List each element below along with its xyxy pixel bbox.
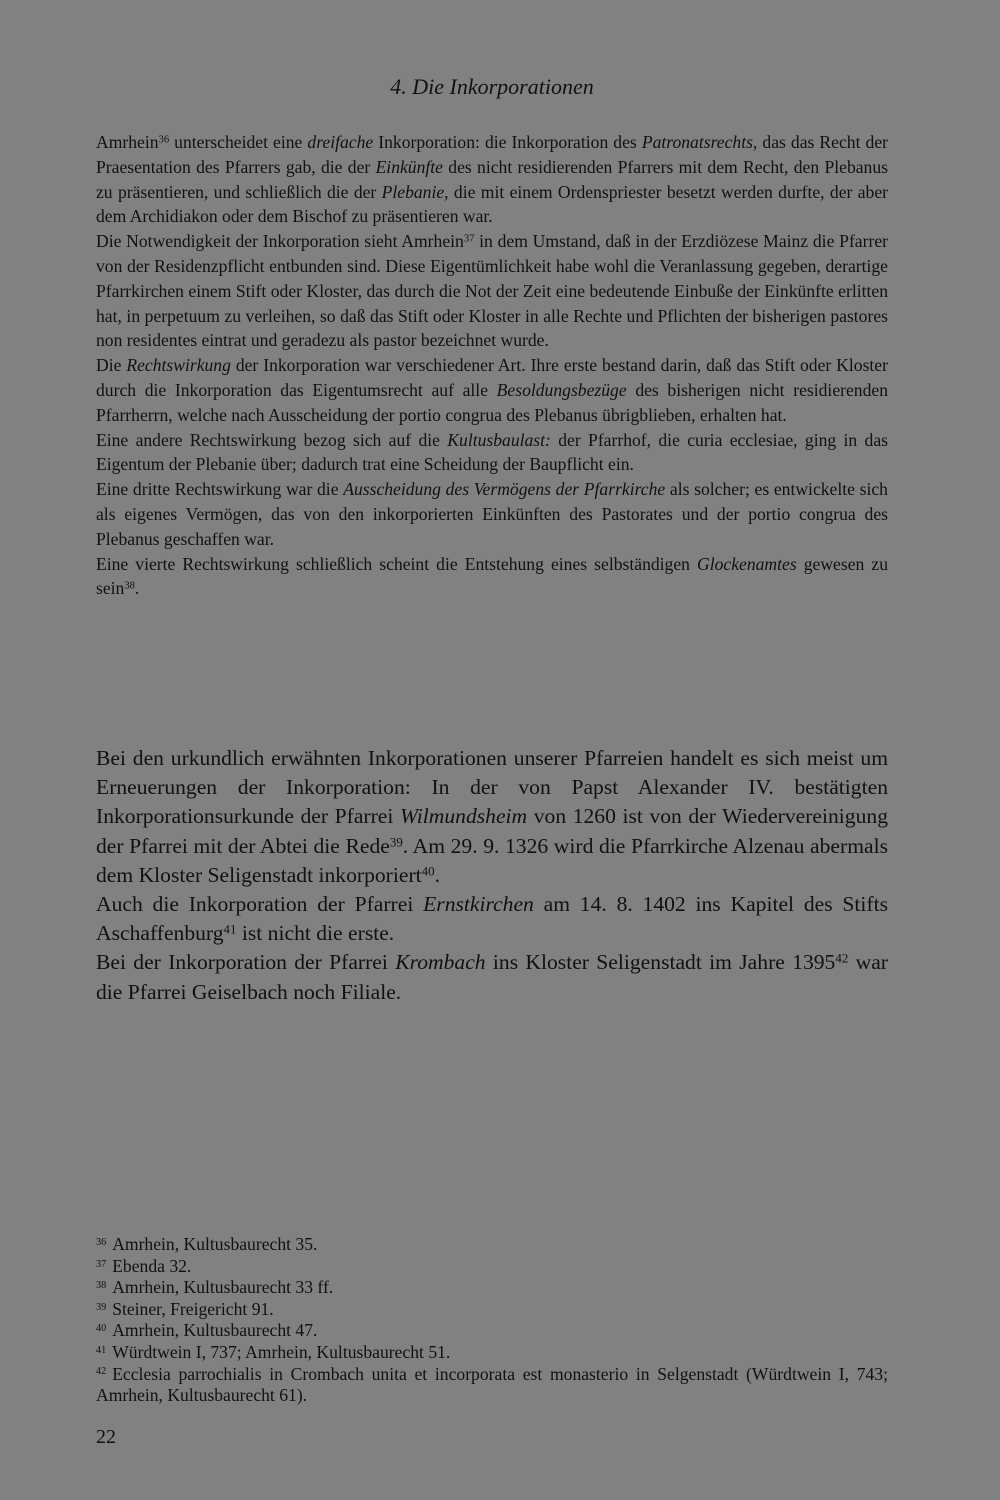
text-run: Eine dritte Rechtswirkung war die [96,479,344,500]
emphasized-text: Plebanie, [381,181,449,202]
footnote-text: Amrhein, Kultusbaurecht 35. [112,1234,318,1254]
text-run: ist nicht die erste. [236,921,395,946]
footnote-reference: 39 [389,834,403,850]
text-run: Amrhein [96,132,159,152]
emphasized-text: Kultusbaulast: [447,429,551,450]
paragraph-krombach [96,948,888,1006]
text-run: Eine andere Rechtswirkung bezog sich auf die [96,429,448,450]
text-run: des nicht residierenden Pfarrers mit dem Recht, den Plebanus zu präsentieren, und schließlich die der [96,156,888,202]
footnote-reference: 37 [463,233,475,245]
footnote-number: 39 [96,1301,107,1313]
paragraph-documented-incorporations [96,744,888,890]
footnote [96,1320,888,1342]
footnote [96,1342,888,1364]
emphasized-text: Patronatsrechts, [641,132,758,152]
text-run: Inkorporation: die Inkorporation des [373,132,642,152]
text-run: . Am 29. 9. 1326 wird die Pfarrkirche Alzenau abermals dem Kloster Seligenstadt inkorporiert [96,833,888,887]
emphasized-text: dreifache [307,132,374,152]
text-run: der Inkorporation war verschiedener Art. Ihre erste bestand darin, daß das Stift oder Kloster durch die Inkorporation das Eigentumsrecht auf alle [96,355,888,400]
paragraph-legal-effect-4 [96,552,888,602]
footnote [96,1299,888,1321]
page-number: 22 [96,1426,116,1448]
paragraph-incorporation-types [96,130,888,229]
footnote-reference: 38 [124,581,135,593]
text-run: . [134,578,140,599]
text-run: ins Kloster Seligenstadt im Jahre 1395 [485,950,836,975]
text-run: Auch die Inkorporation der Pfarrei [96,892,424,917]
emphasized-text: Wilmundsheim [399,804,528,829]
footnote-reference: 40 [421,863,435,879]
footnote-text: Ebenda 32. [112,1255,192,1276]
text-run: der Pfarrhof, die curia ecclesiae, ging in das Eigentum der Plebanie über; dadurch trat eine Scheidung der Baupflicht ein. [96,429,888,475]
emphasized-text: Krombach [395,950,486,975]
footnote-reference: 36 [158,134,170,146]
paragraph-legal-effect-2 [96,428,888,478]
main-text-small [96,130,888,601]
text-run: Bei den urkundlich erwähnten Inkorporationen unserer Pfarreien handelt es sich meist um Erneuerungen der Inkorporation: In der von Papst Alexander IV. bestätigten Inkorporationsurkunde der Pfarrei [96,746,888,829]
text-run: als solcher; es entwickelte sich als eigenes Vermögen, das von den inkorporierten Einkünften des Pastorates und der portio congrua des Plebanus geschaffen war. [96,479,888,549]
footnote-text: Amrhein, Kultusbaurecht 47. [112,1320,318,1341]
footnote-number: 38 [96,1280,107,1292]
text-run: gewesen zu sein [96,553,888,599]
emphasized-text: Rechtswirkung [126,355,231,376]
footnote-text: Ecclesia parrochialis in Crombach unita et incorporata est monasterio in Selgenstadt (Würdtwein I, 743; Amrhein, Kultusbaurecht 61). [96,1363,888,1406]
footnote-reference: 41 [223,921,237,937]
emphasized-text: Ernstkirchen [423,892,534,917]
text-run: das das Recht der Praesentation des Pfarrers gab, die der [96,132,888,177]
paragraph-necessity [96,229,888,353]
footnote-text: Amrhein, Kultusbaurecht 33 ff. [112,1277,334,1298]
text-run: Bei der Inkorporation der Pfarrei [96,950,396,975]
footnote-reference: 42 [835,950,849,966]
paragraph-legal-effect-3 [96,477,888,551]
book-page [96,0,888,1500]
text-run: war die Pfarrei Geiselbach noch Filiale. [96,950,888,1004]
text-run: Eine vierte Rechtswirkung schließlich scheint die Entstehung eines selbständigen [96,553,698,574]
text-run: von 1260 ist von der Wiedervereinigung der Pfarrei mit der Abtei die Rede [96,804,888,858]
text-run: am 14. 8. 1402 ins Kapitel des Stifts Aschaffenburg [96,892,888,946]
text-run: unterscheidet eine [169,132,308,152]
footnote-number: 40 [96,1323,107,1335]
footnote-number: 42 [96,1366,107,1378]
text-run: in dem Umstand, daß in der Erzdiözese Mainz die Pfarrer von der Residenzpflicht entbunden sind. Diese Eigentümlichkeit habe wohl die Veranlassung gegeben, derartige Pfarrkirchen einem Stift oder Kloster, das durch die Not der Zeit eine bedeutende Einbuße der Einkünfte erlitten hat, in perpetuum zu verleihen, so daß das Stift oder Kloster in alle Rechte und Pflichten der bisherigen pastores non residentes eintrat und geradezu als pastor bezeichnet wurde. [96,231,888,351]
text-run: Die [96,355,127,376]
emphasized-text: Ausscheidung des Vermögens der Pfarrkirche [343,479,666,500]
footnote [96,1364,888,1407]
footnote-text: Würdtwein I, 737; Amrhein, Kultusbaurecht 51. [112,1341,451,1362]
footnotes [96,1234,888,1407]
paragraph-ernstkirchen [96,890,888,948]
text-run: . [434,862,440,887]
chapter-heading: 4. Die Inkorporationen [390,74,594,99]
footnote-number: 37 [96,1258,107,1270]
footnote-text: Steiner, Freigericht 91. [112,1298,274,1319]
text-run: Die Notwendigkeit der Inkorporation sieht Amrhein [96,231,464,252]
text-run: des bisherigen nicht residierenden Pfarrherrn, welche nach Ausscheidung der portio congrua des Plebanus übrigblieben, erhalten hat. [96,379,888,425]
footnote [96,1234,888,1256]
paragraph-legal-effect-1 [96,353,888,427]
footnote [96,1256,888,1278]
emphasized-text: Einkünfte [375,156,443,177]
emphasized-text: Glockenamtes [697,553,797,574]
footnote [96,1277,888,1299]
footnote-number: 41 [96,1344,107,1356]
emphasized-text: Besoldungsbezüge [496,379,627,400]
text-run: die mit einem Ordenspriester besetzt werden durfte, der aber dem Archidiakon oder dem Bischof zu präsentieren war. [96,181,888,227]
footnote-number: 36 [96,1236,107,1248]
main-text-large [96,744,888,1007]
